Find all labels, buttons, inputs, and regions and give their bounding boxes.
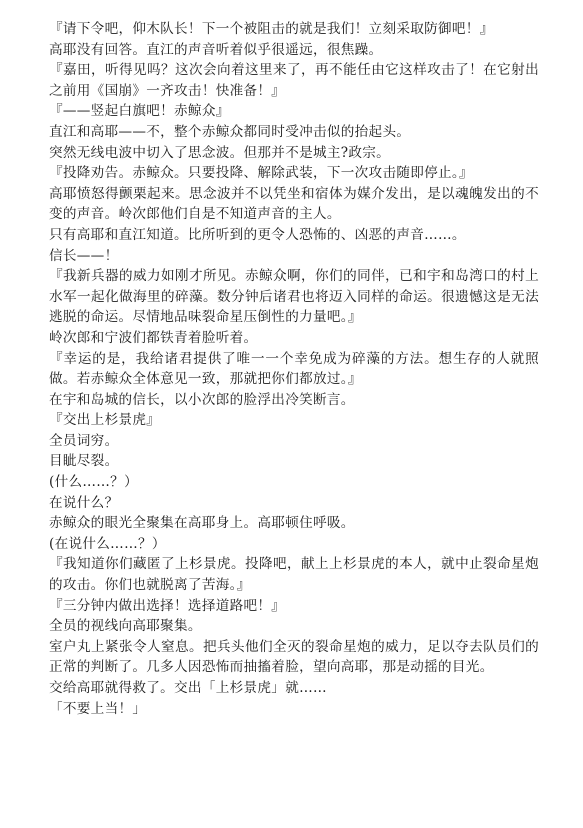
- paragraph: 目眦尽裂。: [49, 453, 119, 470]
- paragraph: 信长——！: [49, 247, 119, 264]
- paragraph: 『我知道你们藏匿了上杉景虎。投降吧，献上上杉景虎的本人，就中止裂命星炮的攻击。你们也就脱离了苦海。』: [49, 556, 539, 594]
- paragraph: (在说什么……？）: [49, 535, 166, 552]
- document-body: [49, 19, 539, 719]
- paragraph: 全员词穷。: [49, 432, 119, 449]
- paragraph: 只有高耶和直江知道。比所听到的更令人恐怖的、凶恶的声音……。: [49, 226, 466, 243]
- paragraph: 『请下令吧，仰木队长！下一个被阻击的就是我们！立刻采取防御吧！』: [49, 21, 494, 37]
- paragraph: 『——竖起白旗吧！赤鲸众』: [49, 103, 230, 120]
- paragraph: 在说什么？: [49, 494, 119, 511]
- paragraph: (什么……？）: [49, 474, 138, 491]
- paragraph: 高耶愤怒得颤栗起来。思念波并不以凭坐和宿体为媒介发出，是以魂魄发出的不变的声音。岭次郎他们自是不知道声音的主人。: [49, 185, 539, 223]
- paragraph: 在宇和岛城的信长，以小次郎的脸浮出冷笑断言。: [49, 391, 355, 408]
- paragraph: 高耶没有回答。直江的声音听着似乎很遥远，很焦躁。: [49, 41, 383, 58]
- paragraph: 『三分钟内做出选择！选择道路吧！』: [49, 597, 286, 614]
- paragraph: 赤鲸众的眼光全聚集在高耶身上。高耶顿住呼吸。: [49, 515, 355, 532]
- paragraph: 直江和高耶——不，整个赤鲸众都同时受冲击似的抬起头。: [49, 123, 411, 140]
- paragraph: 全员的视线向高耶聚集。: [49, 618, 202, 635]
- paragraph: 突然无线电波中切入了思念波。但那并不是城主?政宗。: [49, 144, 391, 161]
- paragraph: 『投降劝告。赤鲸众。只要投降、解除武装，下一次攻击随即停止。』: [49, 165, 473, 182]
- paragraph: 岭次郎和宁波们都铁青着脸听着。: [49, 329, 258, 346]
- paragraph: 『幸运的是，我给诸君提供了唯一一个幸免成为碎藻的方法。想生存的人就照做。若赤鲸众全体意见一致，那就把你们都放过。』: [49, 350, 539, 388]
- paragraph: 『交出上杉景虎』: [49, 412, 161, 429]
- paragraph: 『我新兵器的威力如刚才所见。赤鲸众啊，你们的同伴，已和宇和岛湾口的村上水军一起化做海里的碎藻。数分钟后诸君也将迈入同样的命运。很遗憾这是无法逃脱的命运。尽情地品味裂命星压倒性的力量吧。』: [49, 268, 539, 326]
- paragraph: 交给高耶就得救了。交出「上杉景虎」就……: [49, 680, 327, 696]
- paragraph: 室户丸上紧张令人窒息。把兵头他们全灭的裂命星炮的威力，足以夺去队员们的正常的判断了。几多人因恐怖而抽搐着脸，望向高耶，那是动摇的目光。: [49, 638, 539, 676]
- paragraph: 「不要上当！」: [49, 700, 147, 717]
- paragraph: 『嘉田，听得见吗？这次会向着这里来了，再不能任由它这样攻击了！在它射出之前用《国崩》一齐攻击！快准备！』: [49, 62, 539, 99]
